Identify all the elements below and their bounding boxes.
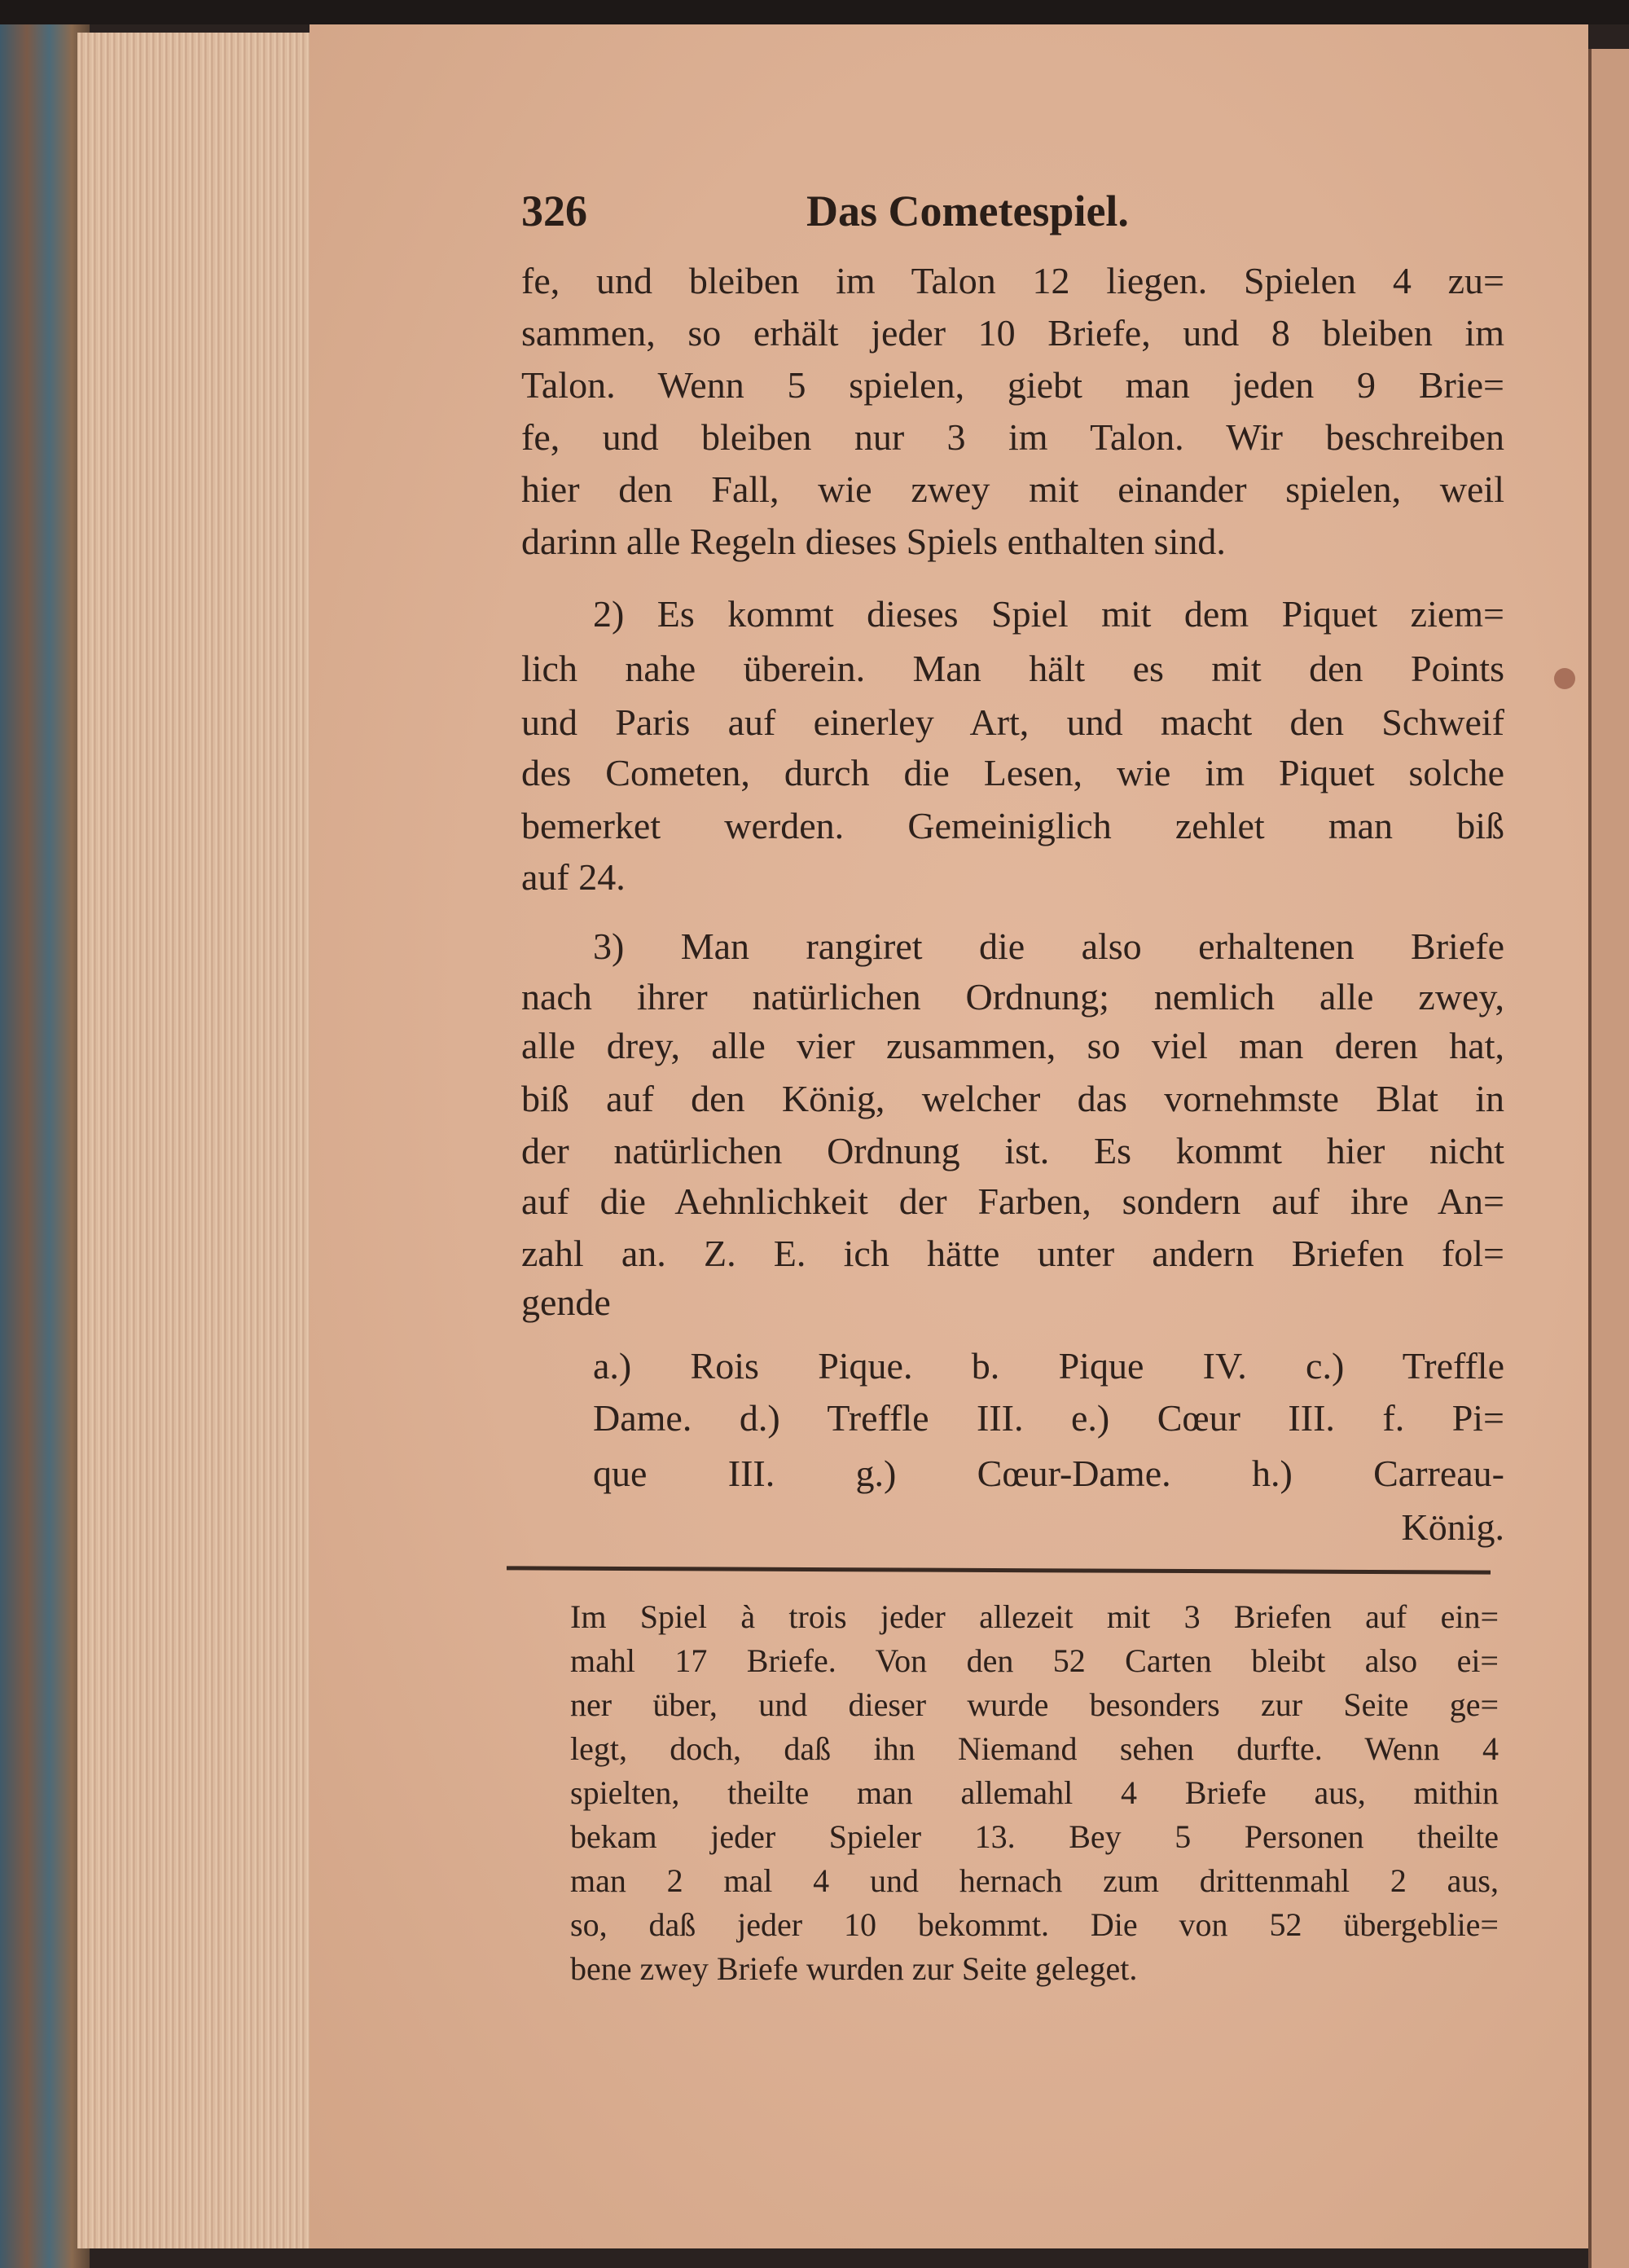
footnote-line: so, daß jeder 10 bekommt. Die von 52 übergeblie=	[570, 1906, 1499, 1943]
page-edges	[77, 33, 322, 2248]
text-line: auf die Aehnlichkeit der Farben, sondern auf ihre An=	[521, 1180, 1504, 1222]
text-line: nach ihrer natürlichen Ordnung; nemlich alle zwey,	[521, 976, 1504, 1018]
text-line: zahl an. Z. E. ich hätte unter andern Briefen fol=	[521, 1233, 1504, 1274]
text-line: biß auf den König, welcher das vornehmste Blat in	[521, 1078, 1504, 1119]
paper-stain	[1554, 668, 1575, 689]
footnote-line: Im Spiel à trois jeder allezeit mit 3 Briefen auf ein=	[570, 1598, 1499, 1635]
footnote-line: ner über, und dieser wurde besonders zur Seite ge=	[570, 1686, 1499, 1723]
footnote-line: man 2 mal 4 und hernach zum drittenmahl 2 aus,	[570, 1862, 1499, 1899]
text-line: 3) Man rangiret die also erhaltenen Briefe	[593, 925, 1504, 967]
text-line: Talon. Wenn 5 spielen, giebt man jeden 9 Brie=	[521, 364, 1504, 406]
marbled-book-cover	[0, 24, 90, 2268]
text-line: gende	[521, 1281, 611, 1323]
text-line: alle drey, alle vier zusammen, so viel man deren hat,	[521, 1025, 1504, 1066]
facing-page-edge	[1588, 49, 1629, 2268]
text-line: des Cometen, durch die Lesen, wie im Piquet solche	[521, 752, 1504, 793]
text-line: bemerket werden. Gemeiniglich zehlet man biß	[521, 805, 1504, 846]
page-number: 326	[521, 187, 587, 235]
text-line: 2) Es kommt dieses Spiel mit dem Piquet ziem=	[593, 593, 1504, 635]
text-line: fe, und bleiben nur 3 im Talon. Wir beschreiben	[521, 416, 1504, 458]
text-line: und Paris auf einerley Art, und macht den Schweif	[521, 701, 1504, 743]
text-line: lich nahe überein. Man hält es mit den Points	[521, 648, 1504, 689]
list-line: König.	[1401, 1506, 1504, 1548]
footnote-line: legt, doch, daß ihn Niemand sehen durfte. Wenn 4	[570, 1730, 1499, 1767]
footnote-line: bene zwey Briefe wurden zur Seite geleget.	[570, 1950, 1138, 1987]
text-line: darinn alle Regeln dieses Spiels enthalten sind.	[521, 521, 1226, 562]
list-line: Dame. d.) Treffle III. e.) Cœur III. f. Pi=	[593, 1397, 1504, 1439]
running-title: Das Cometespiel.	[806, 187, 1129, 235]
text-line: fe, und bleiben im Talon 12 liegen. Spielen 4 zu=	[521, 260, 1504, 301]
footnote-line: bekam jeder Spieler 13. Bey 5 Personen theilte	[570, 1818, 1499, 1855]
scan-background-top	[0, 0, 1629, 24]
text-line: hier den Fall, wie zwey mit einander spielen, weil	[521, 468, 1504, 510]
list-line: que III. g.) Cœur-Dame. h.) Carreau-	[593, 1453, 1504, 1494]
text-line: der natürlichen Ordnung ist. Es kommt hier nicht	[521, 1130, 1504, 1171]
footnote-line: mahl 17 Briefe. Von den 52 Carten bleibt also ei=	[570, 1642, 1499, 1679]
text-line: auf 24.	[521, 856, 626, 898]
text-line: sammen, so erhält jeder 10 Briefe, und 8 bleiben im	[521, 312, 1504, 354]
footnote-line: spielten, theilte man allemahl 4 Briefe aus, mithin	[570, 1774, 1499, 1811]
list-line: a.) Rois Pique. b. Pique IV. c.) Treffle	[593, 1345, 1504, 1387]
